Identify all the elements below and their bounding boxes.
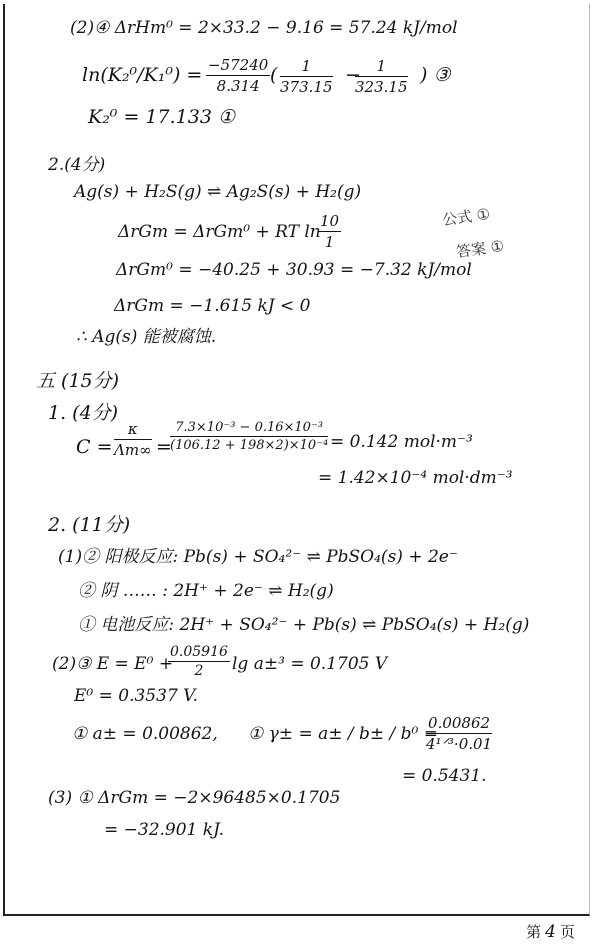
fraction-denominator: 1 <box>324 233 335 251</box>
line-conclusion: ∴ Ag(s) 能被腐蚀. <box>76 327 217 347</box>
line-ln-k-label: ln(K₂⁰/K₁⁰) = <box>82 64 203 86</box>
fraction-numerator: 1 <box>280 57 333 77</box>
question-2-11-heading: 2. (11分) <box>48 514 131 536</box>
fraction-denominator: 8.314 <box>216 77 260 95</box>
fraction-ln-k-coefficient <box>206 56 270 95</box>
fraction-numerator: 0.00862 <box>426 714 492 734</box>
fraction-numerator: −57240 <box>208 56 269 74</box>
line-a-pm: ① a± = 0.00862, <box>72 724 218 744</box>
page-number: 4 <box>545 922 556 942</box>
line-c-value-m3: = 0.142 mol·m⁻³ <box>330 432 473 452</box>
line-delta-g-formula: ΔrGm = ΔrGm⁰ + RT ln <box>118 222 321 242</box>
fraction-inv-t1 <box>280 57 333 96</box>
fraction-nernst <box>168 644 230 679</box>
footer-suffix: 页 <box>559 923 575 941</box>
line-reaction: Ag(s) + H₂S(g) ⇌ Ag₂S(s) + H₂(g) <box>74 182 362 202</box>
fraction-denominator: 4¹ᐟ³·0.01 <box>426 735 493 753</box>
question-2-heading: 2.(4分) <box>48 155 106 175</box>
fraction-denominator: Λm∞ <box>114 441 152 459</box>
fraction-denominator: 2 <box>194 663 204 679</box>
fraction-denominator: 373.15 <box>280 78 333 96</box>
equals-sign: = <box>156 436 172 458</box>
line-gamma-value: = 0.5431. <box>402 766 487 786</box>
margin-note-formula: 公式 ① <box>441 204 492 230</box>
line-delta-g-cell-value: = −32.901 kJ. <box>104 820 224 840</box>
line-delta-h: (2)④ ΔrHm⁰ = 2×33.2 − 9.16 = 57.24 kJ/mol <box>70 18 458 38</box>
fraction-gamma <box>426 714 492 753</box>
line-delta-g0: ΔrGm⁰ = −40.25 + 30.93 = −7.32 kJ/mol <box>116 260 472 280</box>
fraction-numerator: 0.05916 <box>170 644 228 660</box>
fraction-kappa-lambda <box>114 420 152 459</box>
margin-note-answer: 答案 ① <box>455 236 506 262</box>
line-cell-reaction: ① 电池反应: 2H⁺ + SO₄²⁻ + Pb(s) ⇌ PbSO₄(s) + H₂(g) <box>78 615 530 635</box>
fraction-numerator: 10 <box>320 212 340 230</box>
paren-close-score: ) ③ <box>420 64 451 86</box>
fraction-numerator: κ <box>114 420 152 440</box>
line-e0: E⁰ = 0.3537 V. <box>74 686 198 706</box>
fraction-concentration <box>170 420 328 453</box>
line-c-value-dm3: = 1.42×10⁻⁴ mol·dm⁻³ <box>318 468 513 488</box>
line-c-label: C = <box>76 436 113 458</box>
question-1-heading: 1. (4分) <box>48 402 119 424</box>
paren-open: ( <box>270 64 278 86</box>
line-delta-g-cell: (3) ① ΔrGm = −2×96485×0.1705 <box>48 788 341 808</box>
footer-prefix: 第 <box>526 923 542 941</box>
line-nernst-label: (2)③ E = E⁰ + <box>52 654 174 674</box>
line-anode-reaction: (1)② 阳极反应: Pb(s) + SO₄²⁻ ⇌ PbSO₄(s) + 2e⁻ <box>58 547 458 567</box>
fraction-denominator: 323.15 <box>355 78 408 96</box>
line-gamma-pm: ① γ± = a± / b± / b⁰ = <box>248 724 439 744</box>
line-delta-g: ΔrGm = −1.615 kJ < 0 <box>114 296 311 316</box>
line-nernst-value: lg a±³ = 0.1705 V <box>232 654 388 674</box>
section-5-heading: 五 (15分) <box>36 370 120 392</box>
page-number-footer <box>526 921 575 942</box>
fraction-numerator: 7.3×10⁻³ − 0.16×10⁻³ <box>170 420 328 437</box>
line-k2: K₂⁰ = 17.133 ① <box>88 106 235 128</box>
line-cathode-reaction: ② 阴 …… : 2H⁺ + 2e⁻ ⇌ H₂(g) <box>78 581 334 601</box>
fraction-q <box>318 212 341 251</box>
fraction-denominator: (106.12 + 198×2)×10⁻⁴ <box>170 438 329 453</box>
fraction-inv-t2 <box>355 57 408 96</box>
answer-sheet <box>3 4 590 916</box>
fraction-numerator: 1 <box>355 57 408 77</box>
minus-sign: − <box>345 64 361 86</box>
